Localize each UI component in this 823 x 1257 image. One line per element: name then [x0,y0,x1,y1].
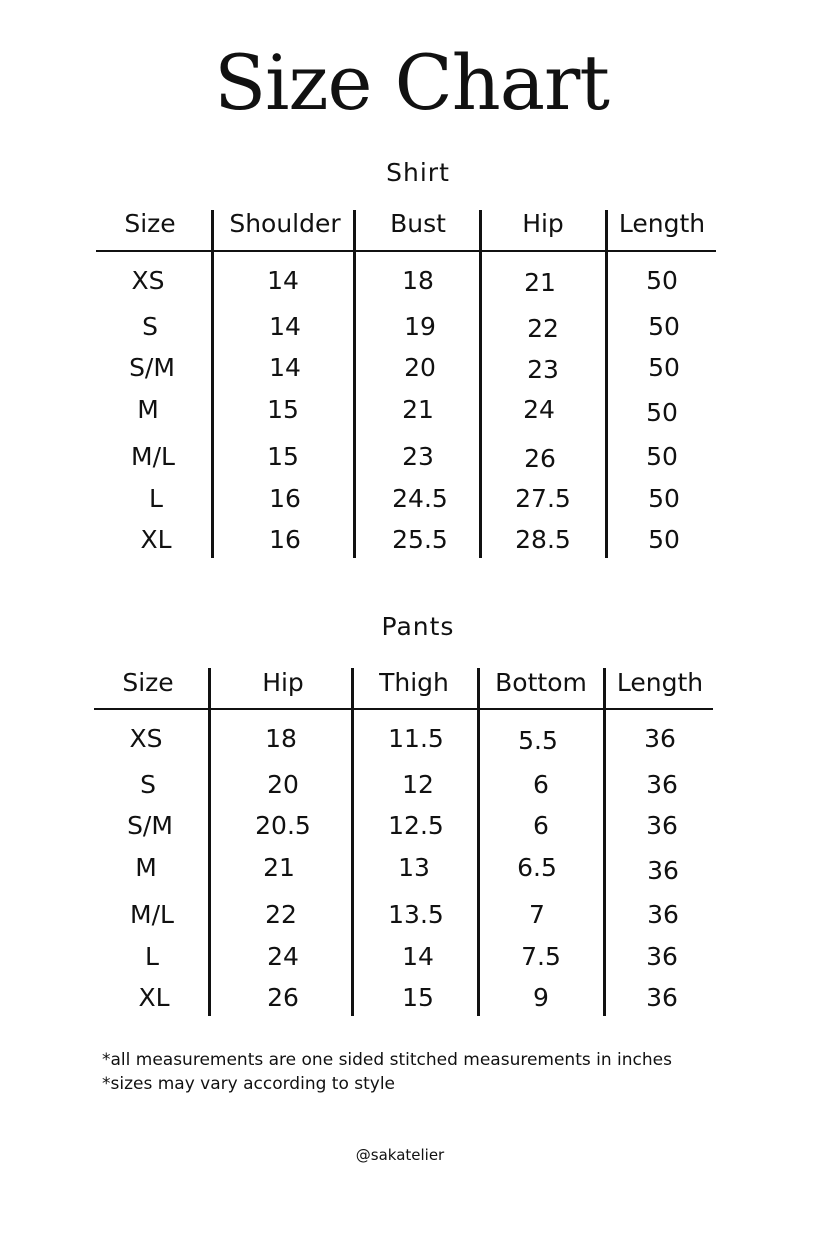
shirt-cell: 50 [646,266,678,295]
pants-header-1: Hip [262,668,304,697]
pants-cell: 36 [647,856,679,885]
shirt-header-4: Length [618,209,706,238]
shirt-cell: 21 [402,395,434,424]
shirt-header-0: Size [124,209,176,238]
shirt-cell: M [137,395,159,424]
shirt-cell: 27.5 [515,484,571,513]
style-variation-note: *sizes may vary according to style [102,1074,396,1094]
pants-cell: 6 [533,770,549,799]
shirt-cell: 26 [524,444,556,473]
pants-cell: M [135,853,157,882]
pants-cell: 7 [529,900,545,929]
pants-cell: 22 [265,900,297,929]
pants-header-3: Bottom [495,668,587,697]
pants-header-divider [94,708,713,710]
shirt-cell: 19 [404,312,436,341]
shirt-cell: 14 [269,353,301,382]
shirt-cell: 28.5 [515,525,571,554]
pants-cell: 36 [644,724,676,753]
pants-cell: S [140,770,156,799]
pants-cell: 9 [533,983,549,1012]
shirt-header-2: Bust [390,209,446,238]
pants-cell: XS [129,724,163,753]
shirt-cell: 24.5 [392,484,448,513]
pants-cell: 13.5 [388,900,444,929]
pants-header-4: Length [616,668,704,697]
social-handle: @sakatelier [355,1146,445,1164]
pants-header-0: Size [122,668,174,697]
pants-section-title: Pants [381,612,455,641]
shirt-cell: XS [131,266,165,295]
shirt-header-3: Hip [522,209,564,238]
shirt-cell: 14 [269,312,301,341]
shirt-cell: 25.5 [392,525,448,554]
page-title: Size Chart [214,38,609,127]
shirt-cell: 21 [524,268,556,297]
shirt-section-title: Shirt [386,158,450,187]
shirt-header-1: Shoulder [229,209,341,238]
shirt-cell: 23 [402,442,434,471]
pants-header-2: Thigh [379,668,449,697]
shirt-cell: 20 [404,353,436,382]
shirt-cell: 50 [646,442,678,471]
shirt-cell: 22 [527,314,559,343]
pants-cell: S/M [127,811,173,840]
shirt-cell: S/M [129,353,175,382]
pants-cell: M/L [130,900,174,929]
pants-cell: 20.5 [255,811,311,840]
pants-cell: 6 [533,811,549,840]
measurement-note: *all measurements are one sided stitched measurements in inches [102,1050,672,1070]
shirt-cell: XL [140,525,172,554]
pants-cell: 36 [647,900,679,929]
shirt-cell: 50 [648,484,680,513]
pants-cell: 6.5 [517,853,557,882]
shirt-cell: 50 [648,525,680,554]
shirt-cell: 15 [267,395,299,424]
pants-cell: 20 [267,770,299,799]
shirt-cell: S [142,312,158,341]
shirt-cell: 16 [269,484,301,513]
pants-cell: 36 [646,942,678,971]
pants-cell: 36 [646,983,678,1012]
pants-cell: 14 [402,942,434,971]
pants-cell: 13 [398,853,430,882]
pants-cell: 21 [263,853,295,882]
shirt-cell: M/L [131,442,175,471]
pants-cell: 26 [267,983,299,1012]
pants-cell: 18 [265,724,297,753]
pants-cell: 11.5 [388,724,444,753]
shirt-cell: 24 [523,395,555,424]
shirt-cell: 23 [527,355,559,384]
pants-cell: 5.5 [518,726,558,755]
shirt-cell: 18 [402,266,434,295]
pants-cell: 36 [646,770,678,799]
shirt-cell: 50 [646,398,678,427]
shirt-header-divider [96,250,716,252]
shirt-cell: 14 [267,266,299,295]
shirt-cell: 50 [648,353,680,382]
pants-cell: 7.5 [521,942,561,971]
pants-cell: 12 [402,770,434,799]
pants-cell: 24 [267,942,299,971]
shirt-cell: 50 [648,312,680,341]
shirt-cell: 16 [269,525,301,554]
pants-cell: 12.5 [388,811,444,840]
shirt-cell: L [149,484,163,513]
shirt-cell: 15 [267,442,299,471]
pants-cell: L [145,942,159,971]
pants-cell: 36 [646,811,678,840]
pants-cell: XL [138,983,170,1012]
pants-cell: 15 [402,983,434,1012]
